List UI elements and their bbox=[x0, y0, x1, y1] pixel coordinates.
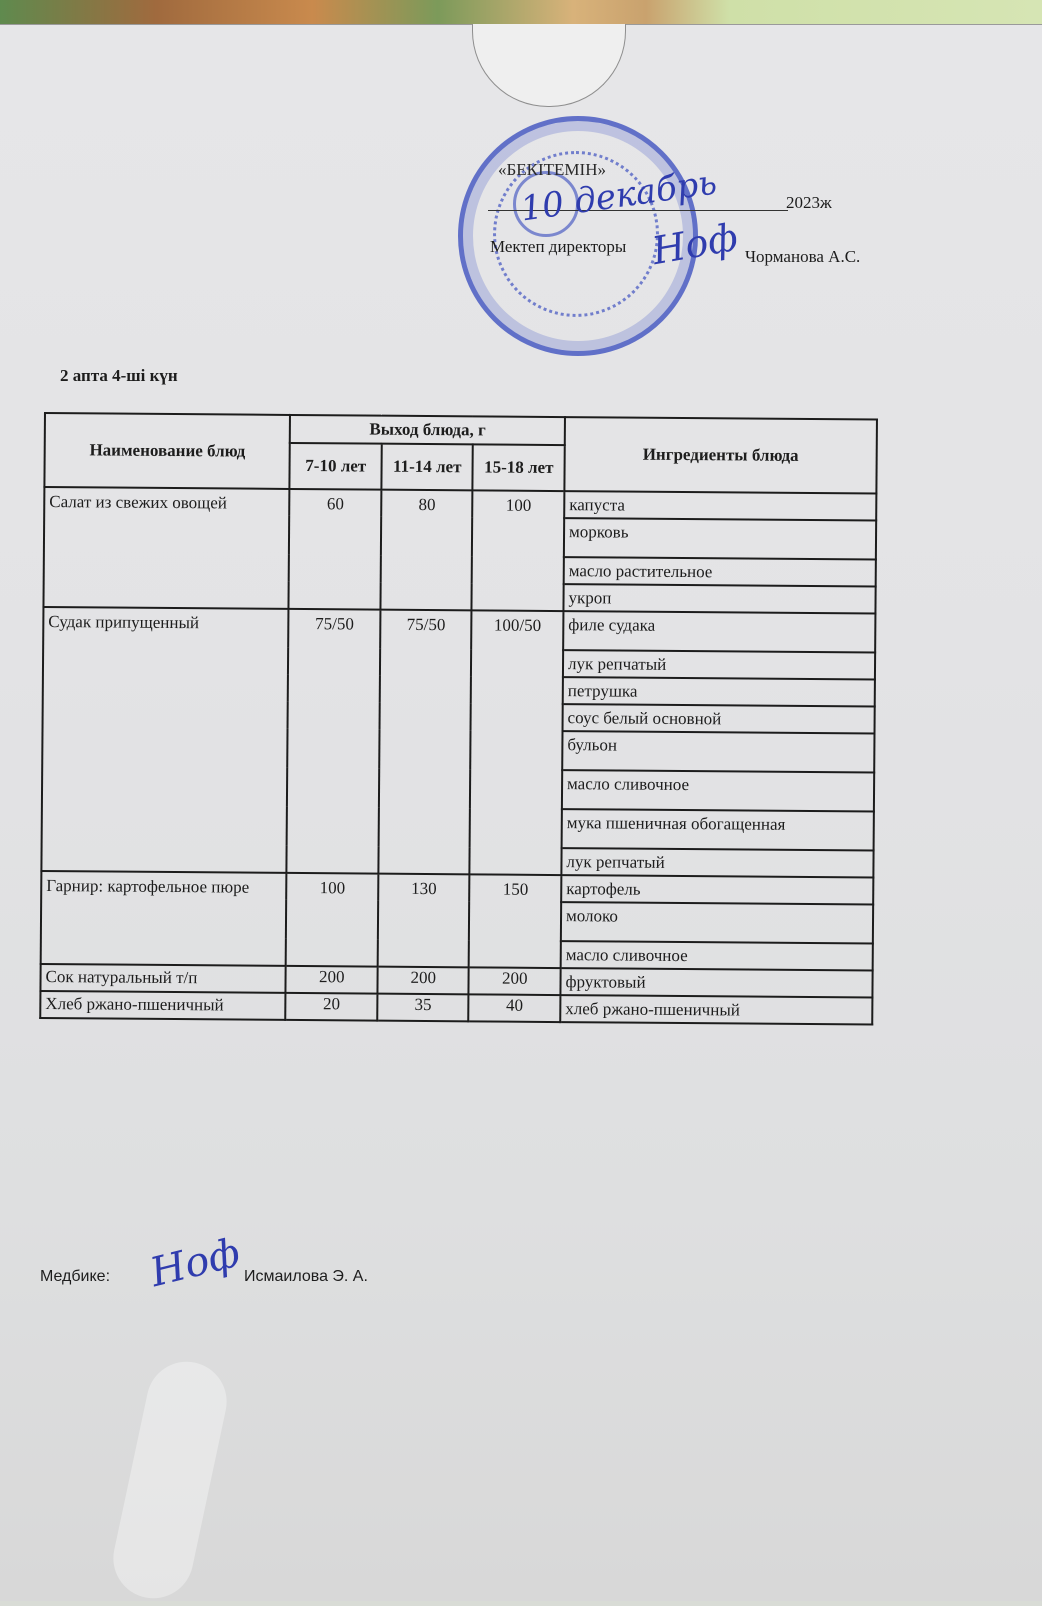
approval-year: 2023ж bbox=[786, 193, 832, 212]
ingredient: капуста bbox=[564, 491, 876, 520]
director-name: Чорманова А.С. bbox=[745, 247, 861, 266]
ingredient: морковь bbox=[564, 518, 876, 559]
ingredient: хлеб ржано-пшеничный bbox=[560, 995, 872, 1024]
yield-15-18: 40 bbox=[469, 994, 561, 1022]
yield-11-14: 35 bbox=[377, 994, 469, 1022]
yield-7-10: 20 bbox=[286, 993, 378, 1021]
dish-name: Судак припущенный bbox=[41, 607, 289, 873]
ingredient: соус белый основной bbox=[562, 704, 874, 733]
header-yield-group: Выход блюда, г bbox=[290, 415, 565, 445]
header-age-7-10: 7-10 лет bbox=[290, 443, 382, 490]
ingredient: картофель bbox=[561, 875, 873, 904]
nurse-signature: Ноф bbox=[145, 1229, 245, 1297]
yield-11-14: 75/50 bbox=[378, 610, 472, 875]
menu-table bbox=[39, 412, 878, 1026]
ingredient: лук репчатый bbox=[561, 848, 873, 877]
ingredient: филе судака bbox=[563, 611, 875, 652]
header-row-1 bbox=[45, 413, 877, 448]
table-row bbox=[41, 871, 873, 905]
ingredient: масло сливочное bbox=[561, 941, 873, 970]
header-ingredients: Ингредиенты блюда bbox=[564, 417, 877, 493]
yield-11-14: 80 bbox=[380, 490, 472, 611]
dish-name: Салат из свежих овощей bbox=[43, 487, 289, 609]
table-row bbox=[40, 991, 872, 1025]
yield-15-18: 100/50 bbox=[470, 610, 564, 875]
yield-11-14: 130 bbox=[378, 874, 470, 968]
date-day: 10 bbox=[518, 183, 567, 230]
yield-7-10: 60 bbox=[289, 489, 381, 610]
ingredient: укроп bbox=[563, 584, 875, 613]
date-month: декабрь bbox=[571, 162, 720, 223]
header-age-15-18: 15-18 лет bbox=[473, 444, 565, 491]
ingredient: масло растительное bbox=[564, 557, 876, 586]
menu-day-label: 2 апта 4-ші күн bbox=[60, 366, 178, 385]
yield-15-18: 200 bbox=[469, 967, 561, 995]
table-row bbox=[43, 607, 875, 653]
approval-title: «БЕКІТЕМІН» bbox=[498, 160, 606, 179]
dish-name: Сок натуральный т/п bbox=[40, 964, 286, 993]
header-age-11-14: 11-14 лет bbox=[381, 444, 473, 491]
yield-7-10: 75/50 bbox=[287, 609, 381, 874]
header-dish-name: Наименование блюд bbox=[44, 413, 290, 489]
director-signature: Ноф bbox=[648, 214, 741, 274]
director-label: Мектеп директоры bbox=[490, 237, 627, 256]
nurse-name: Исмаилова Э. А. bbox=[244, 1268, 368, 1285]
yield-15-18: 100 bbox=[472, 490, 564, 611]
ingredient: молоко bbox=[561, 902, 873, 943]
ingredient: фруктовый bbox=[560, 968, 872, 997]
dish-name: Гарнир: картофельное пюре bbox=[41, 871, 287, 966]
ingredient: масло сливочное bbox=[562, 770, 874, 811]
ingredient: петрушка bbox=[563, 677, 875, 706]
nurse-label: Медбике: bbox=[40, 1268, 111, 1285]
yield-7-10: 100 bbox=[286, 873, 378, 967]
yield-11-14: 200 bbox=[377, 967, 469, 995]
table-row bbox=[44, 487, 876, 521]
ingredient: лук репчатый bbox=[563, 650, 875, 679]
ingredient: мука пшеничная обогащенная bbox=[562, 809, 874, 850]
yield-7-10: 200 bbox=[286, 966, 378, 994]
yield-15-18: 150 bbox=[469, 874, 561, 968]
ingredient: бульон bbox=[562, 731, 874, 772]
dish-name: Хлеб ржано-пшеничный bbox=[40, 991, 286, 1020]
